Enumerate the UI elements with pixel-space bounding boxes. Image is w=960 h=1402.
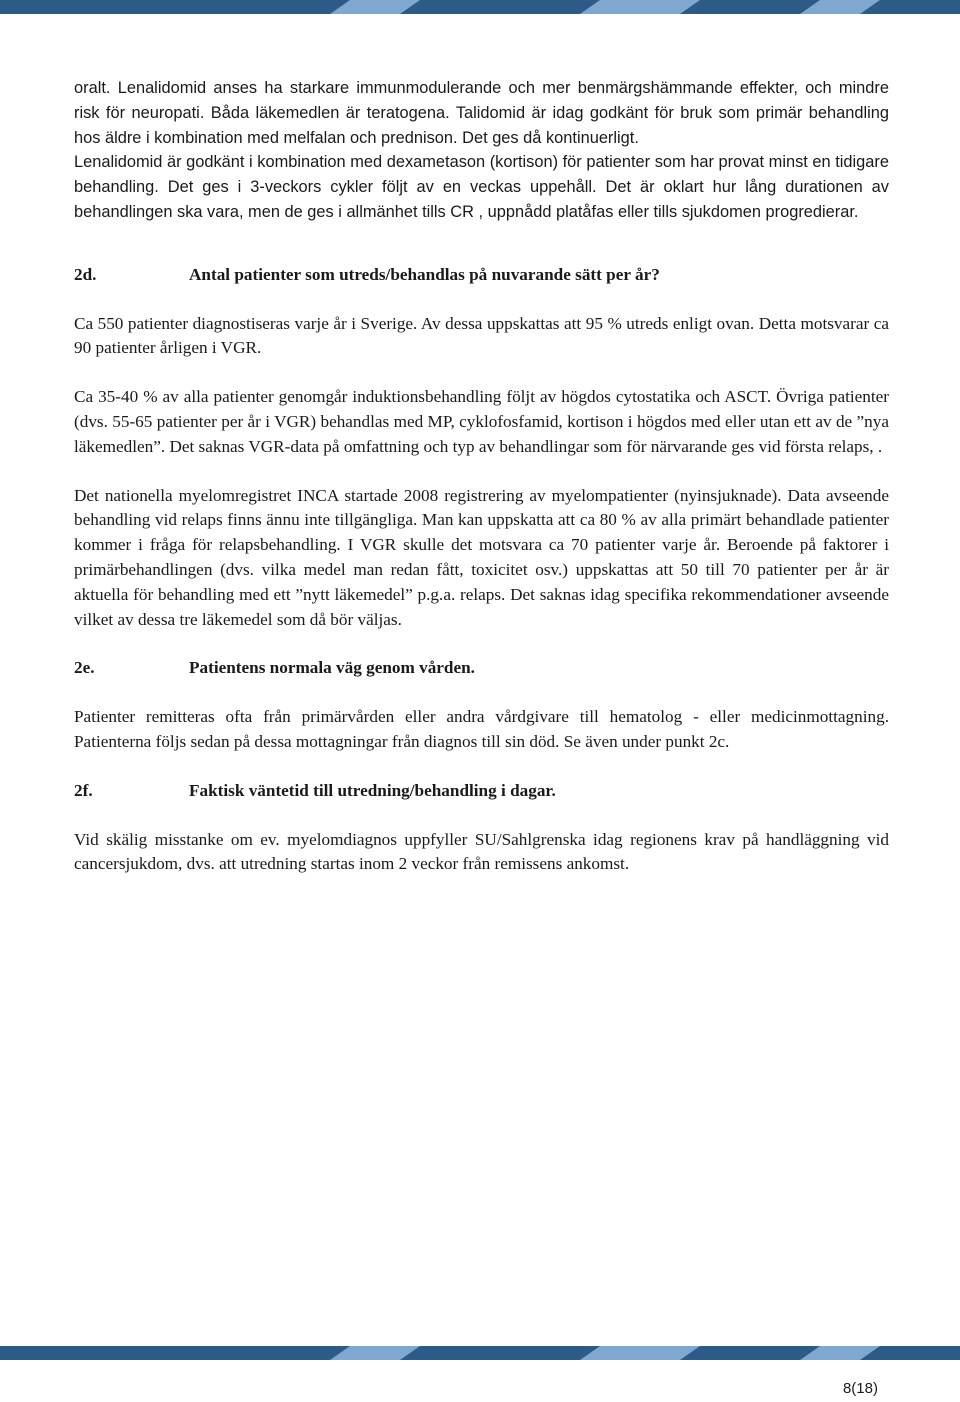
section-heading-2f xyxy=(74,779,889,804)
paragraph-2d-3: Det nationella myelomregistret INCA startade 2008 registrering av myelompatienter (nyinsjuknade). Data avseende behandling vid relaps finns ännu inte tillgängliga. Man kan uppskatta att ca 80 % av alla primärt behandlade patienter kommer i fråga för relapsbehandling. I VGR skulle det motsvara ca 70 patienter varje år. Beroende på faktorer i primärbehandlingen (dvs. vilka medel man redan fått, toxicitet osv.) uppskattas att 50 till 70 patienter per år är aktuella för behandling med ett ”nytt läkemedel” p.g.a. relaps. Det saknas idag specifika rekommendationer avseende vilket av dessa tre läkemedel som då bör väljas. xyxy=(74,485,889,629)
paragraph-2d-1: Ca 550 patienter diagnostiseras varje år i Sverige. Av dessa uppskattas att 95 % utreds enligt ovan. Detta motsvarar ca 90 patienter årligen i VGR. xyxy=(74,313,889,358)
header-decorative-band xyxy=(0,0,960,14)
section-title-2e: Patientens normala väg genom vården. xyxy=(189,658,475,678)
section-number-2e: 2e. xyxy=(74,658,95,678)
section-title-2f: Faktisk väntetid till utredning/behandling i dagar. xyxy=(189,780,556,800)
section-number-2d: 2d. xyxy=(74,264,97,284)
intro-paragraph-1: oralt. Lenalidomid anses ha starkare immunmodulerande och mer benmärgshämmande effekter, och mindre risk för neuropati. Båda läkemedlen är teratogena. Talidomid är idag godkänt för bruk som primär behandling hos äldre i kombination med melfalan och prednison. Det ges då kontinuerligt. xyxy=(74,79,889,147)
document-body xyxy=(74,76,889,877)
page-number: 8(18) xyxy=(842,1380,878,1397)
paragraph-2d-2: Ca 35-40 % av alla patienter genomgår induktionsbehandling följt av högdos cytostatika och ASCT. Övriga patienter (dvs. 55-65 patienter per år i VGR) behandlas med MP, cyklofosfamid, kortison i högdos med eller utan ett av de ”nya läkemedlen”. Det saknas VGR-data på omfattning och typ av behandlingar som för närvarande ges vid första relaps, . xyxy=(74,387,889,456)
section-heading-2e xyxy=(74,656,889,681)
intro-paragraph-2: Lenalidomid är godkänt i kombination med dexametason (kortison) för patienter som har provat minst en tidigare behandling. Det ges i 3-veckors cykler följt av en veckas uppehåll. Det är oklart hur lång durationen av behandlingen ska vara, men de ges i allmänhet tills CR , uppnådd platåfas eller tills sjukdomen progredierar. xyxy=(74,153,889,221)
footer-decorative-band xyxy=(0,1346,960,1360)
section-title-2d: Antal patienter som utreds/behandlas på nuvarande sätt per år? xyxy=(189,264,660,284)
paragraph-2e: Patienter remitteras ofta från primärvården eller andra vårdgivare till hematolog - eller medicinmottagning. Patienterna följs sedan på dessa mottagningar från diagnos till sin död. Se även under punkt 2c. xyxy=(74,707,889,751)
section-heading-2d xyxy=(74,263,889,288)
section-number-2f: 2f. xyxy=(74,780,93,800)
paragraph-2f: Vid skälig misstanke om ev. myelomdiagnos uppfyller SU/Sahlgrenska idag regionens krav på handläggning vid cancersjukdom, dvs. att utredning startas inom 2 veckor från remissens ankomst. xyxy=(74,829,889,874)
